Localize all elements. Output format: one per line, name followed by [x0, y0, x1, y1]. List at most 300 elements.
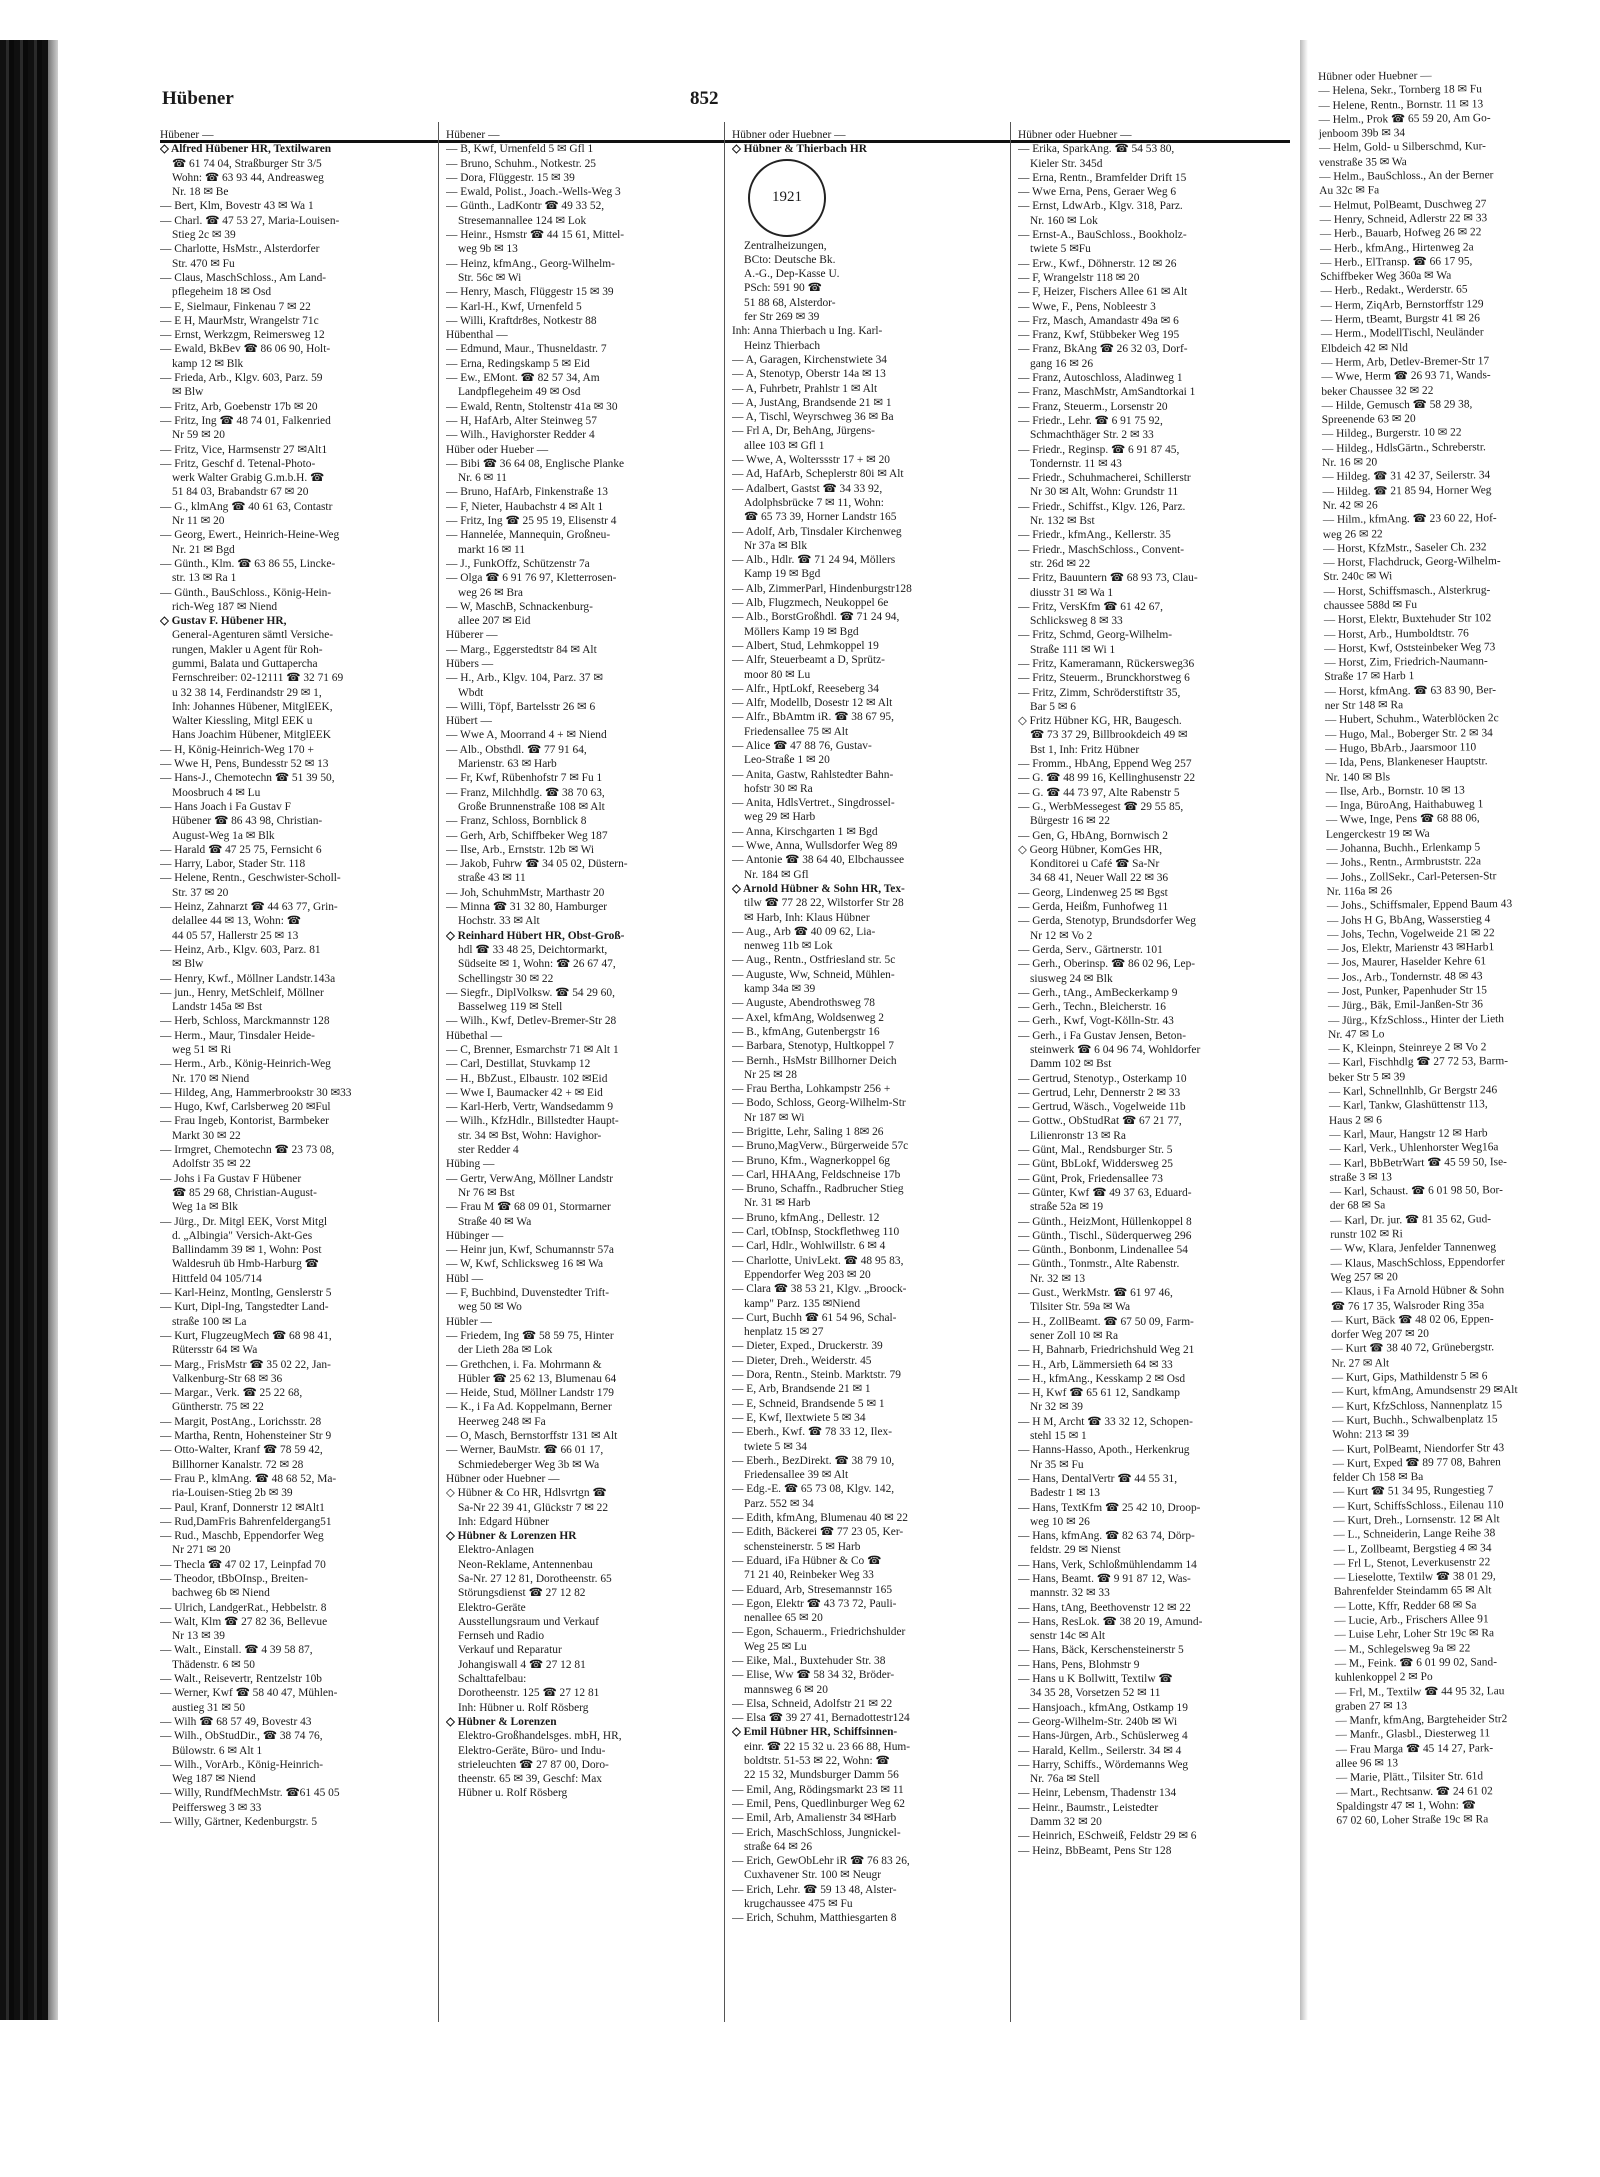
directory-entry: kuhlenkoppel 2 ✉ Po	[1334, 1671, 1433, 1685]
directory-entry: austieg 31 ✉ 50	[172, 1701, 246, 1714]
directory-entry: kamp 12 ✉ Blk	[172, 357, 244, 370]
directory-entry: — Gerh., Oberinsp. ☎ 86 02 96, Lep-	[1018, 958, 1196, 971]
directory-entry: ✉ Blw	[172, 386, 204, 399]
directory-entry: — K., i Fa Ad. Koppelmann, Berner	[446, 1401, 612, 1414]
directory-entry: mannstr. 32 ✉ 33	[1030, 1587, 1110, 1600]
directory-entry: — Dora, Flüggestr. 15 ✉ 39	[446, 171, 575, 184]
directory-entry: — Karl, Schnellnhlb, Gr Bergstr 246	[1328, 1084, 1498, 1099]
directory-entry: straße 52a ✉ 19	[1030, 1201, 1104, 1214]
directory-entry: — Curt, Buchh ☎ 61 54 96, Schal-	[732, 1311, 897, 1324]
directory-entry: Hittfeld 04 105/714	[172, 1272, 262, 1285]
directory-entry: — Wwe, Anna, Wullsdorfer Weg 89	[732, 840, 898, 853]
directory-entry: Billhorner Kanalstr. 72 ✉ 28	[172, 1458, 304, 1471]
directory-entry: Zentralheizungen,	[744, 239, 827, 252]
directory-entry: — Jürg., KfzSchloss., Hinter der Lieth	[1327, 1012, 1505, 1027]
directory-entry: — Herm., Maur, Tinsdaler Heide-	[160, 1029, 315, 1042]
directory-entry: Nr. 31 ✉ Harb	[744, 1197, 811, 1210]
directory-entry: — Frau M ☎ 68 09 01, Stormarner	[446, 1201, 611, 1214]
directory-entry: 71 21 40, Reinbeker Weg 33	[744, 1569, 874, 1582]
directory-entry: feldstr. 29 ✉ Nienst	[1030, 1544, 1121, 1557]
directory-entry: — Erich, MaschSchloss, Jungnickel-	[732, 1826, 901, 1839]
directory-entry: — Charl. ☎ 47 53 27, Maria-Louisen-	[160, 214, 340, 227]
directory-entry: Fernseh und Radio	[458, 1630, 545, 1643]
directory-entry: — Fritz, Geschf d. Tetenal-Photo-	[160, 457, 316, 470]
directory-entry: — Franz, BkAng ☎ 26 32 03, Dorf-	[1018, 343, 1188, 356]
directory-entry: Sa-Nr 22 39 41, Glückstr 7 ✉ 22	[458, 1501, 609, 1514]
directory-entry: — Manfr, kfmAng, Bargteheider Str2	[1335, 1713, 1508, 1728]
directory-entry: Nr 25 ✉ 28	[744, 1068, 797, 1081]
directory-entry: — Hans, Bäck, Kerschensteinerstr 5	[1018, 1644, 1184, 1657]
directory-entry: — Eike, Mal., Buxtehuder Str. 38	[732, 1654, 886, 1667]
directory-entry: Straße 111 ✉ Wi 1	[1030, 643, 1116, 656]
directory-entry: — Egon, Elektr ☎ 43 73 72, Pauli-	[732, 1597, 897, 1610]
directory-entry: — Bruno, Schaffn., Radbrucher Stieg	[732, 1183, 904, 1196]
directory-entry: Str. 470 ✉ Fu	[172, 257, 235, 270]
directory-entry: Weg 1a ✉ Blk	[172, 1201, 238, 1214]
firm-seal-logo: 1921	[748, 159, 826, 237]
directory-entry: ◇ Fritz Hübner KG, HR, Baugesch.	[1018, 715, 1182, 728]
directory-entry: — Hildeg., HdlsGärtn., Schreberstr.	[1321, 440, 1486, 455]
directory-entry: — Bruno, HafArb, Finkenstraße 13	[446, 486, 608, 499]
directory-entry: — Gerh, Arb, Schiffbeker Weg 187	[446, 829, 608, 842]
directory-entry: — Ad, HafArb, Scheplerstr 80i ✉ Alt	[732, 468, 904, 481]
directory-entry: — Hannelée, Mannequin, Großneu-	[446, 529, 611, 542]
directory-entry: — Gertrud, Wäsch., Vogelweide 11b	[1018, 1101, 1186, 1114]
directory-entry: — Hans u K Bollwitt, Textilw ☎	[1018, 1673, 1173, 1686]
directory-entry: — Elise, Ww ☎ 58 34 32, Bröder-	[732, 1669, 895, 1682]
directory-entry: — Günth., BauSchloss., König-Hein-	[160, 586, 332, 599]
directory-entry: — Horst, KfzMstr., Saseler Ch. 232	[1322, 541, 1487, 555]
directory-entry: pflegeheim 18 ✉ Osd	[172, 286, 272, 299]
directory-entry: ◇ Hübner & Co HR, Hdlsvrtgn ☎	[446, 1487, 607, 1500]
directory-entry: — Heinz, Arb., Klgv. 603, Parz. 81	[160, 943, 321, 956]
directory-entry: weg 50 ✉ Wo	[458, 1301, 522, 1314]
directory-entry: beker Str 5 ✉ 39	[1328, 1070, 1406, 1084]
directory-entry: hdl ☎ 33 48 25, Deichtormarkt,	[458, 943, 608, 956]
directory-entry: — H., BbZust., Elbaustr. 102 ✉Eid	[446, 1072, 608, 1085]
directory-entry: — Hildeg., Burgerstr. 10 ✉ 22	[1321, 426, 1462, 441]
directory-entry: Nr. 21 ✉ Bgd	[172, 543, 235, 556]
directory-entry: — Günth., LadKontr ☎ 49 33 52,	[446, 200, 605, 213]
directory-entry: — Adolf, Arb, Tinsdaler Kirchenweg	[732, 525, 902, 538]
directory-entry: — H., Arb, Lämmersieth 64 ✉ 33	[1018, 1358, 1173, 1371]
directory-entry: — Lieselotte, Textilw ☎ 38 01 29,	[1333, 1570, 1496, 1585]
directory-entry: — Frau Bertha, Lohkampstr 256 +	[732, 1083, 891, 1096]
directory-entry: Wohn: 213 ✉ 39	[1332, 1428, 1410, 1442]
directory-entry: — Herb., kfmAng., Hirtenweg 2a	[1319, 240, 1474, 255]
directory-entry: Hans Joachim Hübener, MitglEEK	[172, 729, 331, 742]
directory-entry: twiete 5 ✉ 34	[744, 1440, 808, 1453]
directory-entry: — W, MaschB, Schnackenburg-	[446, 600, 593, 613]
directory-entry: senstr 14c ✉ Alt	[1030, 1630, 1106, 1643]
directory-entry: Badestr 1 ✉ 13	[1030, 1487, 1100, 1500]
directory-entry: — Walt., Reisevertr, Rentzelstr 10b	[160, 1673, 322, 1686]
directory-entry: — Karl-Herb, Vertr, Wandsedamm 9	[446, 1101, 614, 1114]
directory-entry: — Helm, Gold- u Silberschmd, Kur-	[1318, 140, 1487, 155]
directory-entry: — Kurt, Dipl-Ing, Tangstedter Land-	[160, 1301, 329, 1314]
directory-entry: Inh: Hübner u. Rolf Rösberg	[458, 1701, 589, 1714]
directory-entry: Güntherstr. 75 ✉ 22	[172, 1401, 264, 1414]
directory-entry: — Willi, Töpf, Bartelsstr 26 ✉ 6	[446, 700, 596, 713]
firm-entry: ◇ Reinhard Hübert HR, Obst-Groß-	[446, 929, 625, 942]
surname-heading: Hübert —	[446, 715, 492, 728]
directory-entry: — Franz, Schloss, Bornblick 8	[446, 815, 587, 828]
directory-entry: Nr 59 ✉ 20	[172, 429, 225, 442]
directory-entry: — Wilh., Kwf, Detlev-Bremer-Str 28	[446, 1015, 617, 1028]
directory-entry: — Werner, BauMstr. ☎ 66 01 17,	[446, 1444, 604, 1457]
directory-entry: — Fr, Kwf, Rübenhofstr 7 ✉ Fu 1	[446, 772, 603, 785]
surname-heading: Hübener —	[160, 129, 214, 141]
directory-entry: — Wwe H, Pens, Bundesstr 52 ✉ 13	[160, 758, 329, 771]
directory-entry: str. 13 ✉ Ra 1	[172, 572, 237, 585]
directory-entry: — Johs H G, BbAng, Wasserstieg 4	[1326, 912, 1491, 927]
directory-entry: — E, Arb, Brandsende 21 ✉ 1	[732, 1383, 871, 1396]
directory-entry: Hochstr. 33 ✉ Alt	[458, 915, 540, 928]
directory-entry: Wohn: ☎ 63 93 44, Andreasweg	[172, 171, 324, 184]
directory-entry: — Wwe I, Baumacker 42 + ✉ Eid	[446, 1086, 603, 1099]
surname-heading: Hübler —	[446, 1315, 492, 1328]
directory-entry: — E H, MaurMstr, Wrangelstr 71c	[160, 314, 319, 327]
directory-entry: — Bernh., HsMstr Billhorner Deich	[732, 1054, 897, 1067]
directory-entry: ster Redder 4	[458, 1144, 519, 1157]
directory-entry: Nr 30 ✉ Alt, Wohn: Grundstr 11	[1030, 486, 1179, 499]
directory-entry: — Jos, Elektr, Marienstr 43 ✉Harb1	[1327, 941, 1495, 956]
directory-entry: stehl 15 ✉ 1	[1030, 1430, 1087, 1443]
directory-entry: — Henry, Kwf., Möllner Landstr.143a	[160, 972, 336, 985]
directory-entry: — Karl, Fischhdlg ☎ 27 72 53, Barm-	[1328, 1055, 1509, 1070]
directory-entry: — A, Garagen, Kirchenstwiete 34	[732, 353, 887, 366]
directory-entry: — Siegfr., DiplVolksw. ☎ 54 29 60,	[446, 986, 615, 999]
directory-entry: Möllers Kamp 19 ✉ Bgd	[744, 625, 859, 638]
directory-entry: — Martha, Rentn, Hohensteiner Str 9	[160, 1430, 332, 1443]
directory-entry: Dorotheenstr. 125 ☎ 27 12 81	[458, 1687, 600, 1700]
directory-entry: — H M, Archt ☎ 33 32 12, Schopen-	[1018, 1415, 1193, 1428]
directory-entry: — Gen, G, HbAng, Bornwisch 2	[1018, 829, 1168, 842]
directory-entry: — Elsa ☎ 39 27 41, Bernadottestr124	[732, 1712, 910, 1725]
directory-entry: Marienstr. 63 ✉ Harb	[458, 758, 557, 771]
directory-entry: — Kurt, SchiffsSchloss., Eilenau 110	[1332, 1498, 1504, 1513]
directory-entry: — Frau P., klmAng. ☎ 48 68 52, Ma-	[160, 1472, 337, 1485]
directory-entry: ☎ 76 17 35, Walsroder Ring 35a	[1330, 1298, 1485, 1313]
directory-entry: — Albert, Stud, Lehmkoppel 19	[732, 639, 879, 652]
directory-entry: — Emil, Ang, Rödingsmarkt 23 ✉ 11	[732, 1783, 904, 1796]
directory-entry: Damm 102 ✉ Bst	[1030, 1058, 1112, 1071]
directory-entry: — H., kfmAng., Kesskamp 2 ✉ Osd	[1018, 1372, 1186, 1385]
firm-entry: ◇ Emil Hübner HR, Schiffsinnen-	[732, 1726, 898, 1739]
directory-entry: — F, Heizer, Fischers Allee 61 ✉ Alt	[1018, 286, 1188, 299]
directory-entry: Haus 2 ✉ 6	[1328, 1114, 1382, 1127]
directory-entry: — B., kfmAng, Gutenbergstr 16	[732, 1025, 880, 1038]
directory-entry: u 32 38 14, Ferdinandstr 29 ✉ 1,	[172, 686, 322, 699]
directory-entry: — Johs., Schiffsmaler, Eppend Baum 43	[1326, 898, 1513, 913]
directory-entry: — Kurt, FlugzeugMech ☎ 68 98 41,	[160, 1329, 332, 1342]
directory-entry: 44 05 57, Hallerstr 25 ✉ 13	[172, 929, 299, 942]
directory-entry: — Heinz, kfmAng., Georg-Wilhelm-	[446, 257, 615, 270]
directory-entry: Bülowstr. 6 ✉ Alt 1	[172, 1744, 263, 1757]
directory-entry: — Gertrud, Lehr, Dennerstr 2 ✉ 33	[1018, 1086, 1181, 1099]
directory-entry: bachweg 6b ✉ Niend	[172, 1587, 270, 1600]
directory-entry: straße 3 ✉ 13	[1329, 1171, 1393, 1184]
directory-entry: — Kurt, Exped ☎ 89 77 08, Bahren	[1332, 1455, 1501, 1470]
directory-entry: weg 29 ✉ Harb	[744, 811, 816, 824]
directory-entry: — Alfr., BbAmtm iR. ☎ 38 67 95,	[732, 711, 894, 724]
directory-entry: — E, Sielmaur, Finkenau 7 ✉ 22	[160, 300, 311, 313]
directory-entry: Schmiedeberger Weg 3b ✉ Wa	[458, 1458, 600, 1471]
directory-entry: — Alb., Hdlr. ☎ 71 24 94, Möllers	[732, 554, 896, 567]
directory-entry: 22 15 32, Mundsburger Damm 56	[744, 1769, 899, 1782]
directory-entry: — L., Schneiderin, Lange Reihe 38	[1333, 1527, 1496, 1542]
directory-entry: — Hans-Jürgen, Arb., Schüslerweg 4	[1018, 1730, 1188, 1743]
column-2	[446, 128, 716, 1801]
surname-heading: Hübers —	[446, 657, 494, 670]
directory-entry: — Thecla ☎ 47 02 17, Leinpfad 70	[160, 1558, 326, 1571]
directory-entry: Schiffbeker Weg 360a ✉ Wa	[1320, 269, 1452, 284]
directory-entry: — Horst, Schiffsmasch., Alsterkrug-	[1323, 583, 1491, 598]
directory-entry: — Rud,DamFris Bahrenfeldergang51	[160, 1515, 332, 1528]
directory-entry: Schlicksweg 8 ✉ 33	[1030, 615, 1123, 628]
directory-entry: — W, Kwf, Schlicksweg 16 ✉ Wa	[446, 1258, 604, 1271]
directory-entry: Konditorei u Café ☎ Sa-Nr	[1030, 858, 1160, 871]
directory-entry: venstraße 35 ✉ Wa	[1318, 155, 1407, 169]
firm-entry: ◇ Hübner & Thierbach HR	[732, 143, 867, 156]
directory-entry: kamp" Parz. 135 ✉Niend	[744, 1297, 861, 1310]
directory-entry: weg 26 ✉ Bra	[458, 586, 523, 599]
directory-entry: Nr. 47 ✉ Lo	[1328, 1028, 1385, 1041]
directory-entry: — Charlotte, HsMstr., Alsterdorfer	[160, 243, 320, 256]
directory-entry: — Wwe A, Moorrand 4 + ✉ Niend	[446, 729, 607, 742]
directory-entry: Ballindamm 39 ✉ 1, Wohn: Post	[172, 1244, 322, 1257]
directory-entry: Eppendorfer Weg 203 ✉ 20	[744, 1268, 871, 1281]
directory-entry: — Antonie ☎ 38 64 40, Elbchaussee	[732, 854, 905, 867]
directory-entry: — Herm, Arb, Detlev-Bremer-Str 17	[1321, 355, 1490, 369]
directory-entry: Heinz Thierbach	[744, 339, 821, 352]
directory-entry: — Bruno,MagVerw., Bürgerweide 57c	[732, 1140, 909, 1153]
directory-entry: — Minna ☎ 31 32 80, Hamburger	[446, 901, 608, 914]
directory-entry: — Ww, Klara, Jenfelder Tannenweg	[1330, 1241, 1497, 1256]
directory-entry: — Günt, Mal., Rendsburger Str. 5	[1018, 1144, 1173, 1157]
directory-entry: — Werner, Kwf ☎ 58 40 47, Mühlen-	[160, 1687, 338, 1700]
column-4	[1018, 128, 1288, 1858]
directory-entry: — Heide, Stud, Möllner Landstr 179	[446, 1387, 614, 1400]
directory-entry: Adolfstr 35 ✉ 22	[172, 1158, 251, 1171]
directory-entry: Spreenende 63 ✉ 20	[1321, 413, 1416, 427]
directory-entry: Damm 32 ✉ 20	[1030, 1816, 1102, 1829]
directory-entry: Basselweg 119 ✉ Stell	[458, 1001, 563, 1014]
directory-entry: — Fritz, Vice, Harmsenstr 27 ✉Alt1	[160, 443, 328, 456]
directory-entry: tilw ☎ 77 28 22, Wilstorfer Str 28	[744, 897, 904, 910]
directory-entry: — Günth., Bonbonm, Lindenallee 54	[1018, 1244, 1188, 1257]
directory-entry: weg 26 ✉ 22	[1322, 527, 1383, 541]
column-1	[160, 128, 430, 1829]
directory-entry: — Anita, Gastw, Rahlstedter Bahn-	[732, 768, 894, 781]
directory-entry: — Gerda, Stenotyp, Brundsdorfer Weg	[1018, 915, 1196, 928]
directory-entry: runstr 102 ✉ Ri	[1330, 1228, 1403, 1241]
directory-entry: — Willi, Kraftdr8es, Notkestr 88	[446, 314, 597, 327]
directory-entry: — Jakob, Fuhrw ☎ 34 05 02, Düstern-	[446, 858, 628, 871]
directory-entry: allee 96 ✉ 13	[1335, 1757, 1399, 1770]
directory-entry: steinwerk ☎ 6 04 96 74, Wohldorfer	[1030, 1044, 1201, 1056]
directory-entry: — Anita, HdlsVertret., Singdrossel-	[732, 797, 895, 810]
directory-entry: — Fritz, Kameramann, Rückersweg36	[1018, 657, 1195, 670]
directory-entry: — Horst, Zim, Friedrich-Naumann-	[1324, 655, 1488, 670]
directory-entry: ☎ 73 37 29, Billbrookdeich 49 ✉	[1030, 729, 1188, 742]
directory-entry: — M., Feink. ☎ 6 01 99 02, Sand-	[1334, 1656, 1498, 1670]
directory-entry: — Erika, SparkAng. ☎ 54 53 80,	[1018, 143, 1175, 156]
directory-entry: — Ilse, Arb., Bornstr. 10 ✉ 13	[1325, 784, 1465, 798]
directory-entry: Waldesruh üb Hmb-Harburg ☎	[172, 1258, 319, 1271]
directory-entry: — Herb, Schloss, Marckmannstr 128	[160, 1015, 330, 1028]
directory-entry: Lengerckestr 19 ✉ Wa	[1325, 827, 1430, 841]
directory-entry: — Marie, Plätt., Tilsiter Str. 61d	[1335, 1770, 1484, 1785]
directory-entry: — Eduard, iFa Hübner & Co ☎	[732, 1554, 882, 1567]
directory-entry: — Alb, ZimmerParl, Hindenburgstr128	[732, 582, 912, 595]
directory-entry: — Harry, Schiffs., Wördemanns Weg	[1018, 1758, 1189, 1771]
directory-entry: — Rud., Maschb, Eppendorfer Weg	[160, 1530, 324, 1543]
directory-entry: — Gottw., ObStudRat ☎ 67 21 77,	[1018, 1115, 1182, 1128]
directory-entry: — G., klmAng ☎ 40 61 63, Contastr	[160, 500, 333, 513]
directory-entry: ria-Louisen-Stieg 2b ✉ 39	[172, 1487, 293, 1500]
directory-entry: Nr 37a ✉ Blk	[744, 539, 808, 552]
surname-heading: Hübner oder Huebner —	[732, 129, 846, 141]
directory-entry: — Gust., WerkMstr. ☎ 61 97 46,	[1018, 1287, 1173, 1300]
directory-entry: — F, Wrangelstr 118 ✉ 20	[1018, 271, 1140, 284]
directory-entry: 51 88 68, Alsterdor-	[744, 296, 836, 309]
directory-entry: — Ida, Pens, Blankeneser Hauptstr.	[1325, 755, 1488, 770]
directory-entry: Inh: Edgard Hübner	[458, 1515, 550, 1528]
directory-entry: Markt 30 ✉ 22	[172, 1129, 241, 1142]
directory-entry: — A, Tischl, Weyrschweg 36 ✉ Ba	[732, 411, 894, 424]
directory-entry: Str. 37 ✉ 20	[172, 886, 229, 899]
directory-entry: — Karl, Tankw, Glashüttenstr 113,	[1328, 1098, 1488, 1113]
directory-entry: — Ewald, BkBev ☎ 86 06 90, Holt-	[160, 343, 331, 356]
directory-entry: nenallee 65 ✉ 20	[744, 1612, 823, 1625]
directory-entry: — Gerh., tAng., AmBeckerkamp 9	[1018, 986, 1178, 999]
directory-entry: — Kurt, Buchh., Schwalbenplatz 15	[1332, 1413, 1498, 1427]
directory-entry: — Franz, Milchhdlg. ☎ 38 70 63,	[446, 786, 605, 799]
directory-entry: 51 84 03, Brabandstr 67 ✉ 20	[172, 486, 309, 499]
directory-entry: theenstr. 65 ✉ 39, Geschf: Max	[458, 1773, 602, 1786]
directory-entry: PSch: 591 90 ☎	[744, 282, 822, 295]
directory-entry: — Fritz, Arb, Goebenstr 17b ✉ 20	[160, 400, 318, 413]
directory-entry: — Klaus, i Fa Arnold Hübner & Sohn	[1330, 1284, 1505, 1299]
directory-entry: — Mart., Rechtsanw. ☎ 24 61 02	[1335, 1784, 1493, 1799]
directory-entry: — Kurt ☎ 51 34 95, Rungestieg 7	[1332, 1484, 1494, 1499]
directory-entry: Friedensallee 39 ✉ Alt	[744, 1469, 849, 1482]
directory-entry: — Kurt, Gips, Mathildenstr 5 ✉ 6	[1331, 1370, 1488, 1384]
directory-entry: — Bruno, kfmAng., Dellestr. 12	[732, 1211, 880, 1224]
directory-entry: — Hans, Pens, Blohmstr 9	[1018, 1658, 1140, 1671]
directory-entry: Sa-Nr. 27 12 81, Dorotheenstr. 65	[458, 1572, 612, 1585]
directory-entry: — Hugo, Kwf, Carlsberweg 20 ✉Ful	[160, 1101, 331, 1114]
directory-entry: Str. 240c ✉ Wi	[1323, 570, 1393, 584]
directory-entry: — Herb., Redakt., Werderstr. 65	[1320, 283, 1468, 298]
directory-entry: — Lucie, Arb., Frischers Allee 91	[1334, 1613, 1489, 1627]
directory-entry: — H., Arb., Klgv. 104, Parz. 37 ✉	[446, 672, 603, 685]
directory-entry: — Egon, Schauerm., Friedrichshulder	[732, 1626, 906, 1639]
directory-entry: — Friedr., MaschSchloss., Convent-	[1018, 543, 1185, 556]
directory-entry: — Hans, ResLok. ☎ 38 20 19, Amund-	[1018, 1615, 1203, 1628]
directory-entry: — Franz, Steuerm., Lorsenstr 20	[1018, 400, 1168, 413]
column-divider	[724, 122, 725, 2022]
directory-entry: — Alfr, Modellb, Dosestr 12 ✉ Alt	[732, 697, 893, 710]
facing-page-column	[1318, 67, 1600, 2030]
surname-heading: Hübner oder Huebner —	[1018, 129, 1132, 141]
directory-entry: siusweg 24 ✉ Blk	[1030, 972, 1113, 985]
directory-entry: — Frl A, Dr, BehAng, Jürgens-	[732, 425, 875, 438]
directory-entry: Bar 5 ✉ 6	[1030, 700, 1076, 713]
book-binding	[0, 40, 48, 2020]
directory-entry: BCto: Deutsche Bk.	[744, 253, 836, 266]
directory-entry: sener Zoll 10 ✉ Ra	[1030, 1329, 1118, 1342]
directory-entry: Nr 11 ✉ 20	[172, 515, 225, 528]
directory-entry: — Hildeg, Ang, Hammerbrookstr 30 ✉33	[160, 1086, 352, 1099]
directory-entry: — Helmut, PolBeamt, Duschweg 27	[1319, 197, 1487, 212]
surname-heading: Hübing —	[446, 1158, 495, 1171]
directory-entry: werk Walter Grabig G.m.b.H. ☎	[172, 472, 325, 485]
directory-entry: Weg 187 ✉ Niend	[172, 1773, 256, 1786]
directory-entry: Weg 257 ✉ 20	[1330, 1271, 1398, 1284]
directory-entry: Wbdt	[458, 686, 484, 699]
directory-entry: — Bert, Klm, Bovestr 43 ✉ Wa 1	[160, 200, 314, 213]
directory-entry: — Inga, BüroAng, Haithabuweg 1	[1325, 798, 1484, 813]
firm-entry: ◇ Hübner & Lorenzen HR	[446, 1530, 577, 1543]
directory-entry: — Erna, Redingskamp 5 ✉ Eid	[446, 357, 590, 370]
directory-entry: — Fritz, Steuerm., Brunckhorstweg 6	[1018, 672, 1190, 685]
directory-entry: chaussee 588d ✉ Fu	[1323, 598, 1418, 612]
directory-entry: Bürgestr 16 ✉ 22	[1030, 815, 1110, 828]
directory-entry: Ausstellungsraum und Verkauf	[458, 1615, 599, 1628]
directory-entry: — Wwe, F., Pens, Nobleestr 3	[1018, 300, 1156, 313]
directory-entry: ☎ 85 29 68, Christian-August-	[172, 1186, 317, 1199]
directory-entry: Landpflegeheim 49 ✉ Osd	[458, 386, 581, 399]
directory-entry: — Edith, kfmAng, Blumenau 40 ✉ 22	[732, 1512, 908, 1525]
directory-entry: — Adalbert, Gastst ☎ 34 33 92,	[732, 482, 883, 495]
surname-heading: Hübethal —	[446, 1029, 502, 1042]
directory-entry: — Bodo, Schloss, Georg-Wilhelm-Str	[732, 1097, 906, 1110]
directory-entry: — Horst, Elektr, Buxtehuder Str 102	[1323, 612, 1492, 627]
binding-edge	[48, 40, 58, 2020]
directory-entry: — Ernst-A., BauSchloss., Bookholz-	[1018, 229, 1187, 242]
directory-entry: — Barbara, Stenotyp, Hultkoppel 7	[732, 1040, 894, 1053]
directory-entry: — Kurt, PolBeamt, Niendorfer Str 43	[1332, 1441, 1505, 1456]
directory-entry: — Ernst, LdwArb., Klgv. 318, Parz.	[1018, 200, 1183, 213]
directory-entry: Parz. 552 ✉ 34	[744, 1497, 814, 1510]
directory-entry: Moosbruch 4 ✉ Lu	[172, 786, 261, 799]
directory-entry: — Kurt, Dreh., Lornsenstr. 12 ✉ Alt	[1333, 1513, 1500, 1527]
directory-entry: — Gerh., Techn., Bleicherstr. 16	[1018, 1001, 1166, 1014]
directory-entry: — Aug., Arb ☎ 40 09 62, Lia-	[732, 925, 876, 938]
firm-entry: ◇ Hübner & Lorenzen	[446, 1715, 557, 1728]
directory-entry: dorfer Weg 207 ✉ 20	[1331, 1328, 1429, 1342]
directory-entry: — Otto-Walter, Kranf ☎ 78 59 42,	[160, 1444, 323, 1457]
directory-entry: — Hans, tAng, Beethovenstr 12 ✉ 22	[1018, 1601, 1191, 1614]
directory-entry: — Heinr., Hsmstr ☎ 44 15 61, Mittel-	[446, 229, 625, 242]
directory-entry: — Auguste, Abendrothsweg 78	[732, 997, 876, 1010]
directory-entry: — E, Schneid, Brandsende 5 ✉ 1	[732, 1397, 885, 1410]
directory-entry: graben 27 ✉ 13	[1335, 1700, 1408, 1713]
directory-entry: — Jürg., Dr. Mitgl EEK, Vorst Mitgl	[160, 1215, 328, 1228]
directory-entry: 34 35 28, Vorsetzen 52 ✉ 11	[1030, 1687, 1161, 1700]
directory-entry: Nr 187 ✉ Wi	[744, 1111, 805, 1124]
directory-entry: — Friedem, Ing ☎ 58 59 75, Hinter	[446, 1329, 614, 1342]
directory-entry: — Ew., EMont. ☎ 82 57 34, Am	[446, 372, 600, 385]
directory-entry: — Auguste, Ww, Schneid, Mühlen-	[732, 968, 895, 981]
directory-entry: Str. 56c ✉ Wi	[458, 271, 522, 284]
directory-entry: Cuxhavener Str. 100 ✉ Neugr	[744, 1869, 882, 1882]
directory-entry: — Wwe, A, Wolterssstr 17 + ✉ 20	[732, 454, 890, 467]
directory-entry: — Hans Joach i Fa Gustav F	[160, 800, 291, 813]
directory-entry: Nr. 16 ✉ 20	[1322, 456, 1378, 469]
